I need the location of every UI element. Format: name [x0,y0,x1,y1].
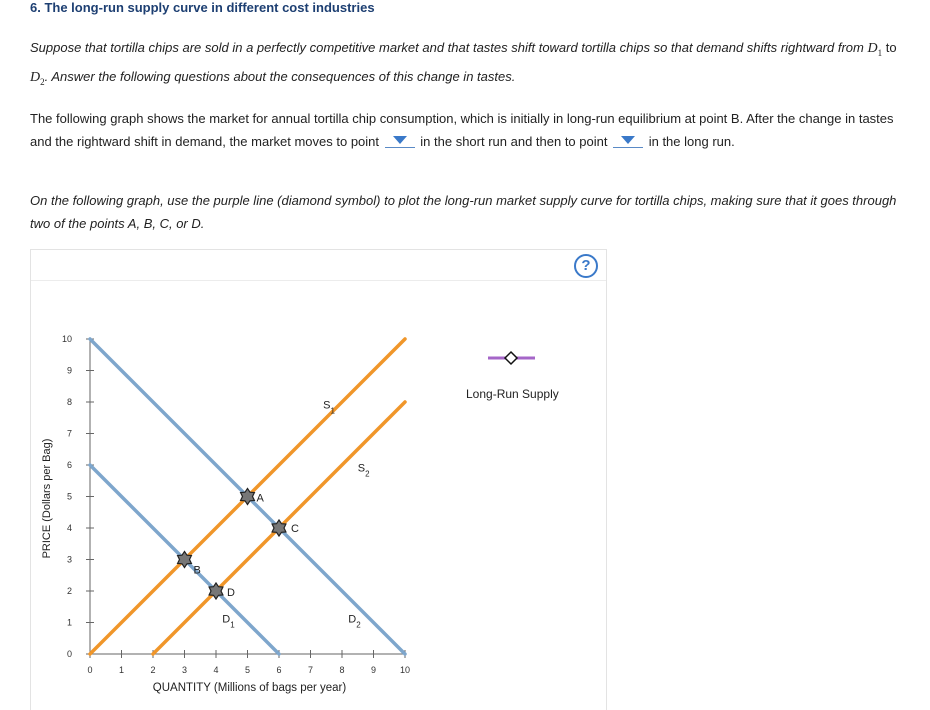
y-axis-title: PRICE (Dollars per Bag) [41,438,53,559]
x-tick-label: 6 [276,665,282,675]
x-tick-label: 0 [87,665,93,675]
point-label: B [193,564,201,577]
y-tick-label: 8 [66,397,72,407]
intro-text-end: . Answer the following questions about the consequences of this change in tastes. [44,68,516,84]
x-tick-label: 4 [213,665,219,675]
x-tick-label: 9 [370,665,377,675]
x-tick-label: 2 [150,665,156,675]
diamond-icon[interactable] [505,352,517,364]
help-icon[interactable]: ? [574,254,598,278]
d1-symbol: $D_1$ [867,41,883,58]
y-tick-label: 3 [66,554,72,565]
curve-label: $S_2$ [357,462,370,479]
curve-label: $D_1$ [222,613,235,630]
y-tick-label: 9 [66,365,72,376]
x-tick-label: 7 [307,665,314,675]
y-tick-label: 10 [61,334,72,344]
curve-label: $S_1$ [323,399,335,416]
legend [466,352,559,401]
x-tick-label: 3 [181,665,188,675]
y-tick-label: 0 [66,649,72,659]
point-label: C [291,523,299,535]
y-tick-label: 5 [66,491,72,502]
y-tick-label: 7 [66,428,72,439]
question-intro: Suppose that tortilla chips are sold in a perfectly competitive market and that tastes shift toward tortilla chips so that demand shifts rightward from $D_1$ to $D_2$. Answer the following questions about the consequences of this change in tastes. [30,40,897,87]
x-tick-label: 8 [339,665,345,675]
x-axis-title: QUANTITY (Millions of bags per year) [152,682,347,694]
y-tick-label: 2 [66,586,72,596]
legend-label: Long-Run Supply [466,387,559,401]
point-label: A [256,492,264,505]
intro-text: Suppose that tortilla chips are sold in a perfectly competitive market and that tastes shift toward tortilla chips so that demand shifts rightward from [30,40,864,55]
instructions: On the following graph, use the purple line (diamond symbol) to plot the long-run market supply curve for tortilla chips, making sure that it goes through two of the points A, B, C, or D. [30,193,897,231]
x-tick-label: 10 [399,665,411,675]
x-tick-label: 1 [118,665,125,675]
curve-label: $D_2$ [348,613,361,630]
y-tick-label: 6 [66,460,72,470]
question-text: The following graph shows the market for annual tortilla chip consumption, which is initially in long-run equilibrium at point B. After the change in tastes and the rightward shift in demand, the market moves to point in the short run and then to point in the long run. [30,111,894,149]
page-title: 6. The long-run supply curve in different cost industries [30,0,375,15]
y-tick-label: 1 [66,617,72,628]
y-tick-label: 4 [66,523,72,533]
point-label: D [227,587,235,599]
x-tick-label: 5 [244,665,251,675]
d2-symbol: $D_2$ [30,69,45,87]
